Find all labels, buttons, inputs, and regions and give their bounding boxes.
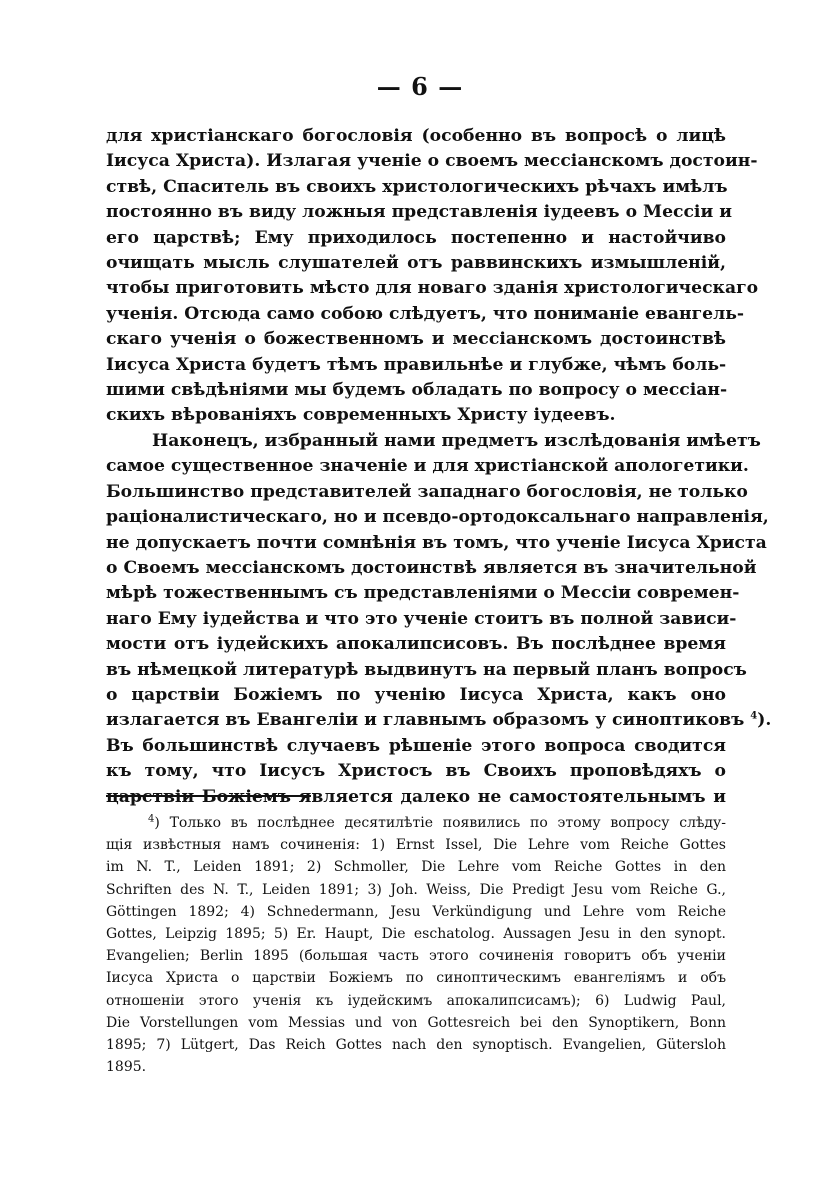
main-text (106, 124, 772, 810)
footnote-line: im N. T., Leiden 1891; 2) Schmoller, Die Lehre vom Reiche Gottes in den (106, 859, 726, 876)
text-line: самое существенное значеніе и для христіанской апологетики. (106, 456, 749, 477)
text-line: чтобы приготовить мѣсто для новаго зданія христологическаго (106, 278, 759, 299)
footnote-block (106, 812, 726, 1078)
paragraph-start-line: Наконецъ, избранный нами предметъ изслѣдованія имѣетъ (152, 430, 761, 451)
text-line: царствіи Божіемъ является далеко не самостоятельнымъ и (106, 786, 726, 807)
text-line: наго Ему іудейства и что это ученіе стоитъ въ полной зависи- (106, 608, 737, 629)
footnote-ref-suffix: ). (757, 710, 772, 731)
footnote-line: Schriften des N. T., Leiden 1891; 3) Joh. Weiss, Die Predigt Jesu vom Reiche G., (106, 881, 726, 898)
text-line: скаго ученія о божественномъ и мессіанскомъ достоинствѣ (106, 329, 726, 350)
text-line: о Своемъ мессіанскомъ достоинствѣ является въ значительной (106, 557, 757, 578)
text-line: раціоналистическаго, но и псевдо-ортодоксальнаго направленія, (106, 507, 769, 528)
text-line: ствѣ, Спаситель въ своихъ христологическихъ рѣчахъ имѣлъ (106, 176, 728, 197)
page-number: — 6 — (376, 72, 464, 101)
footnote-marker: 4 (148, 813, 155, 825)
footnote-line-first (106, 812, 726, 834)
footnote-line: Göttingen 1892; 4) Schnedermann, Jesu Verkündigung und Lehre vom Reiche (106, 903, 726, 920)
text-line: для христіанскаго богословія (особенно въ вопросѣ о лицѣ (106, 126, 726, 146)
text-line: къ тому, что Іисусъ Христосъ въ Своихъ проповѣдяхъ о (106, 761, 726, 782)
text-line: очищать мысль слушателей отъ раввинскихъ измышленій, (106, 253, 726, 274)
footnote-ref-marker: 4 (750, 710, 758, 722)
text-line: о царствіи Божіемъ по ученію Іисуса Христа, какъ оно (106, 684, 726, 705)
text-line: Въ большинствѣ случаевъ рѣшеніе этого вопроса сводится (106, 735, 726, 756)
text-line: не допускаетъ почти сомнѣнія въ томъ, что ученіе Іисуса Христа (106, 532, 767, 553)
text-line: скихъ вѣрованіяхъ современныхъ Христу іудеевъ. (106, 405, 616, 426)
text-line: Іисуса Христа будетъ тѣмъ правильнѣе и глубже, чѣмъ боль- (106, 354, 727, 375)
text-line: шими свѣдѣніями мы будемъ обладать по вопросу о мессіан- (106, 380, 728, 401)
text-line: постоянно въ виду ложныя представленія іудеевъ о Мессіи и (106, 202, 732, 223)
footnote-line: 1895. (106, 1059, 147, 1076)
text-line: Іисуса Христа). Излагая ученіе о своемъ мессіанскомъ достоин- (106, 151, 758, 172)
footnote-line: Іисуса Христа о царствіи Божіемъ по синоптическимъ евангеліямъ и объ (106, 970, 726, 987)
text-line: мѣрѣ тожественнымъ съ представленіями о Мессіи современ- (106, 583, 740, 604)
footnote-line: Evangelien; Berlin 1895 (большая часть этого сочиненія говоритъ объ ученіи (106, 948, 726, 965)
text-line: Большинство представителей западнаго богословія, не только (106, 481, 748, 502)
footnote-line: щія извѣстныя намъ сочиненія: 1) Ernst Issel, Die Lehre vom Reiche Gottes (106, 837, 726, 854)
text-line: мости отъ іудейскихъ апокалипсисовъ. Въ послѣднее время (106, 634, 726, 655)
footnote-divider (106, 795, 311, 797)
footnote-line: Die Vorstellungen vom Messias und von Gottesreich bei den Synoptikern, Bonn (106, 1014, 726, 1031)
footnote-line: Gottes, Leipzig 1895; 5) Er. Haupt, Die eschatolog. Aussagen Jesu in den synopt. (106, 926, 726, 943)
text-line: ученія. Отсюда само собою слѣдуетъ, что пониманіе евангель- (106, 303, 745, 324)
text-line-with-footnote-ref (106, 708, 772, 733)
footnote-line-content: ) Только въ послѣднее десятилѣтіе появились по этому вопросу слѣду- (154, 815, 726, 831)
footnote-line: 1895; 7) Lütgert, Das Reich Gottes nach den synoptisch. Evangelien, Gütersloh (106, 1037, 726, 1054)
text-line: его царствѣ; Ему приходилось постепенно и настойчиво (106, 227, 726, 248)
text-line-content: излагается въ Евангеліи и главнымъ образомъ у синоптиковъ (106, 710, 745, 731)
text-line: въ нѣмецкой литературѣ выдвинутъ на первый планъ вопросъ (106, 659, 747, 680)
footnote-line: отношеніи этого ученія къ іудейскимъ апокалипсисамъ); 6) Ludwig Paul, (106, 992, 726, 1009)
